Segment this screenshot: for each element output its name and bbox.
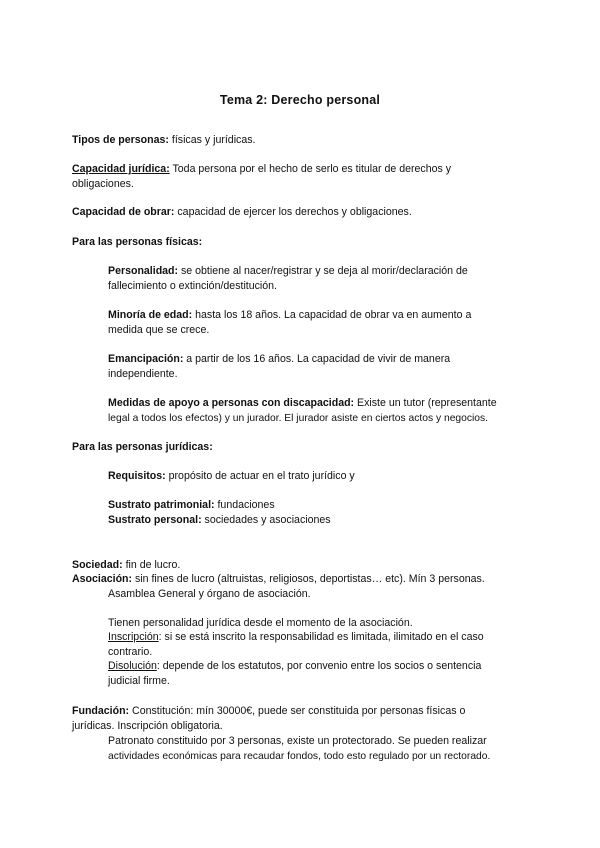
fundacion-line3: Patronato constituido por 3 personas, existe un protectorado. Se pueden realizar xyxy=(108,735,487,747)
minoria-label: Minoría de edad: xyxy=(108,309,193,321)
emancipacion-label: Emancipación: xyxy=(108,353,184,365)
sociedad-paragraph xyxy=(72,558,512,573)
minoria-line1: hasta los 18 años. La capacidad de obrar va en aumento a xyxy=(192,309,472,321)
emancipacion-line2: independiente. xyxy=(108,368,178,380)
capacidad-obrar-paragraph xyxy=(72,205,522,220)
asociacion-line2: Asamblea General y órgano de asociación. xyxy=(108,588,311,600)
inscripcion-label: Inscripción xyxy=(108,631,159,643)
asociacion-label: Asociación: xyxy=(72,573,133,585)
apoyo-label: Medidas de apoyo a personas con discapacidad: xyxy=(108,397,355,409)
personalidad-paragraph xyxy=(108,264,558,294)
fundacion-paragraph xyxy=(72,704,532,734)
asociacion-line1: sin fines de lucro (altruistas, religiosos, deportistas… etc). Mín 3 personas. xyxy=(132,573,485,585)
capacidad-juridica-line2: obligaciones. xyxy=(72,178,134,190)
apoyo-line2: legal a todos los efectos) y un jurador. El jurador asiste en ciertos actos y negocios. xyxy=(108,413,489,424)
emancipacion-paragraph xyxy=(108,352,558,382)
tipos-label: Tipos de personas: xyxy=(72,134,169,146)
apoyo-line1: Existe un tutor (representante xyxy=(354,397,497,409)
capacidad-obrar-label: Capacidad de obrar: xyxy=(72,206,175,218)
tipos-text: físicas y jurídicas. xyxy=(168,134,256,146)
disolucion-line1: : depende de los estatutos, por convenio entre los socios o sentencia xyxy=(156,660,482,672)
sustrato-patrimonial-paragraph xyxy=(108,498,548,513)
sustrato-personal-label: Sustrato personal: xyxy=(108,514,202,526)
disolucion-label: Disolución xyxy=(108,660,157,672)
emancipacion-line1: a partir de los 16 años. La capacidad de vivir de manera xyxy=(183,353,451,365)
inscripcion-line1: : si se está inscrito la responsabilidad es limitada, ilimitado en el caso xyxy=(158,631,484,643)
tipos-paragraph xyxy=(72,133,512,148)
sustrato-personal-paragraph xyxy=(108,513,548,528)
fundacion-line2: jurídicas. Inscripción obligatoria. xyxy=(72,720,223,732)
capacidad-juridica-paragraph xyxy=(72,162,522,192)
disolucion-line2: judicial firme. xyxy=(108,675,170,687)
page-title: Tema 2: Derecho personal xyxy=(219,93,381,107)
requisitos-paragraph xyxy=(108,469,548,484)
personas-fisicas-heading: Para las personas físicas: xyxy=(72,236,203,248)
personalidad-line2: fallecimiento o extinción/destitución. xyxy=(108,280,278,292)
capacidad-juridica-label: Capacidad jurídica: xyxy=(72,163,170,175)
sustrato-patrimonial-text: fundaciones xyxy=(214,499,275,511)
sociedad-text: fin de lucro. xyxy=(122,559,181,571)
personas-juridicas-heading: Para las personas jurídicas: xyxy=(72,441,213,453)
fundacion-label: Fundación: xyxy=(72,705,130,717)
inscripcion-paragraph xyxy=(108,630,558,660)
asociacion-paragraph xyxy=(72,572,542,587)
disolucion-paragraph xyxy=(108,659,558,689)
fundacion-line1: Constitución: mín 30000€, puede ser constituida por personas físicas o xyxy=(129,705,466,717)
personalidad-label: Personalidad: xyxy=(108,265,179,277)
fundacion-patronato xyxy=(108,734,548,764)
sustrato-patrimonial-label: Sustrato patrimonial: xyxy=(108,499,215,511)
capacidad-juridica-line1: Toda persona por el hecho de serlo es titular de derechos y xyxy=(169,163,452,175)
minoria-line2: medida que se crece. xyxy=(108,324,210,336)
asociacion-personalidad: Tienen personalidad jurídica desde el momento de la asociación. xyxy=(108,617,413,629)
minoria-paragraph xyxy=(108,308,558,338)
fundacion-line4: actividades económicas para recaudar fondos, todo esto regulado por un rectorado. xyxy=(108,751,491,762)
personalidad-line1: se obtiene al nacer/registrar y se deja al morir/declaración de xyxy=(178,265,468,277)
inscripcion-line2: contrario. xyxy=(108,646,153,658)
apoyo-paragraph xyxy=(108,396,568,426)
sustrato-personal-text: sociedades y asociaciones xyxy=(201,514,331,526)
requisitos-label: Requisitos: xyxy=(108,470,166,482)
sociedad-label: Sociedad: xyxy=(72,559,123,571)
requisitos-text: propósito de actuar en el trato jurídico y xyxy=(165,470,355,482)
capacidad-obrar-text: capacidad de ejercer los derechos y obligaciones. xyxy=(174,206,412,218)
